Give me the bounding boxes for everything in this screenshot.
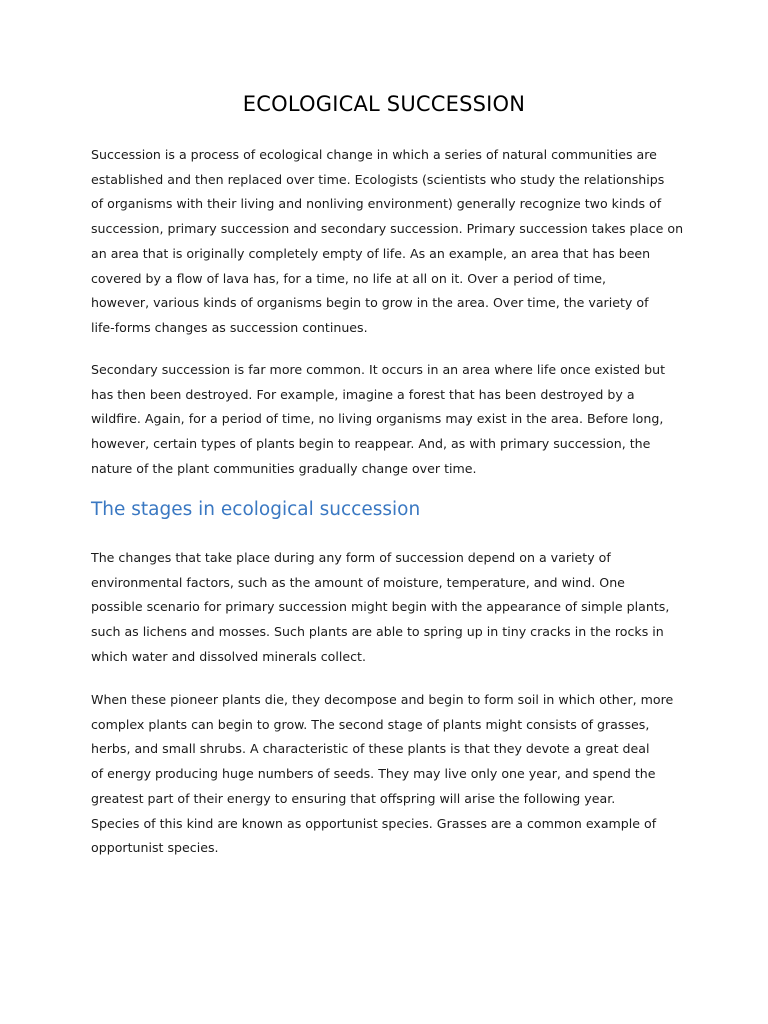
text-line: Species of this kind are known as opportunist species. Grasses are a common example of [91, 815, 657, 831]
text-line: When these pioneer plants die, they decompose and begin to form soil in which other, more [91, 692, 674, 707]
text-line: an area that is originally completely empty of life. As an example, an area that has been [91, 245, 651, 261]
paragraph-pioneer-plants [91, 688, 691, 861]
paragraph-intro [91, 143, 691, 341]
text-line: succession, primary succession and secondary succession. Primary succession takes place on [91, 221, 684, 237]
text-line: nature of the plant communities gradually change over time. [91, 460, 477, 476]
text-line: The changes that take place during any form of succession depend on a variety of [91, 550, 611, 565]
text-line: Secondary succession is far more common. It occurs in an area where life once existed but [91, 362, 666, 377]
text-line: has then been destroyed. For example, imagine a forest that has been destroyed by a [91, 386, 635, 402]
text-line: of organisms with their living and nonliving environment) generally recognize two kinds of [91, 196, 662, 212]
text-line: wildfire. Again, for a period of time, no living organisms may exist in the area. Before long, [91, 411, 664, 427]
text-line: life-forms changes as succession continues. [91, 319, 368, 335]
paragraph-stages [91, 546, 691, 670]
document-title: ECOLOGICAL SUCCESSION [242, 92, 526, 116]
paragraph-secondary-succession [91, 358, 691, 482]
text-line: opportunist species. [91, 840, 219, 856]
text-line: covered by a flow of lava has, for a time, no life at all on it. Over a period of time, [91, 270, 607, 286]
text-line: herbs, and small shrubs. A characteristic of these plants is that they devote a great deal [91, 741, 650, 757]
text-line: Succession is a process of ecological change in which a series of natural communities are [91, 147, 657, 162]
text-line: such as lichens and mosses. Such plants are able to spring up in tiny cracks in the rocks in [91, 624, 664, 640]
text-line: greatest part of their energy to ensuring that offspring will arise the following year. [91, 790, 616, 806]
section-heading: The stages in ecological succession [91, 499, 421, 520]
text-line: however, various kinds of organisms begin to grow in the area. Over time, the variety of [91, 295, 649, 311]
text-line: which water and dissolved minerals collect. [91, 648, 366, 664]
text-line: however, certain types of plants begin to reappear. And, as with primary succession, the [91, 436, 651, 452]
text-line: environmental factors, such as the amount of moisture, temperature, and wind. One [91, 574, 625, 590]
text-line: possible scenario for primary succession might begin with the appearance of simple plants, [91, 599, 670, 615]
text-line: complex plants can begin to grow. The second stage of plants might consists of grasses, [91, 716, 650, 732]
text-line: established and then replaced over time. Ecologists (scientists who study the relationships [91, 171, 665, 187]
text-line: of energy producing huge numbers of seeds. They may live only one year, and spend the [91, 766, 656, 782]
